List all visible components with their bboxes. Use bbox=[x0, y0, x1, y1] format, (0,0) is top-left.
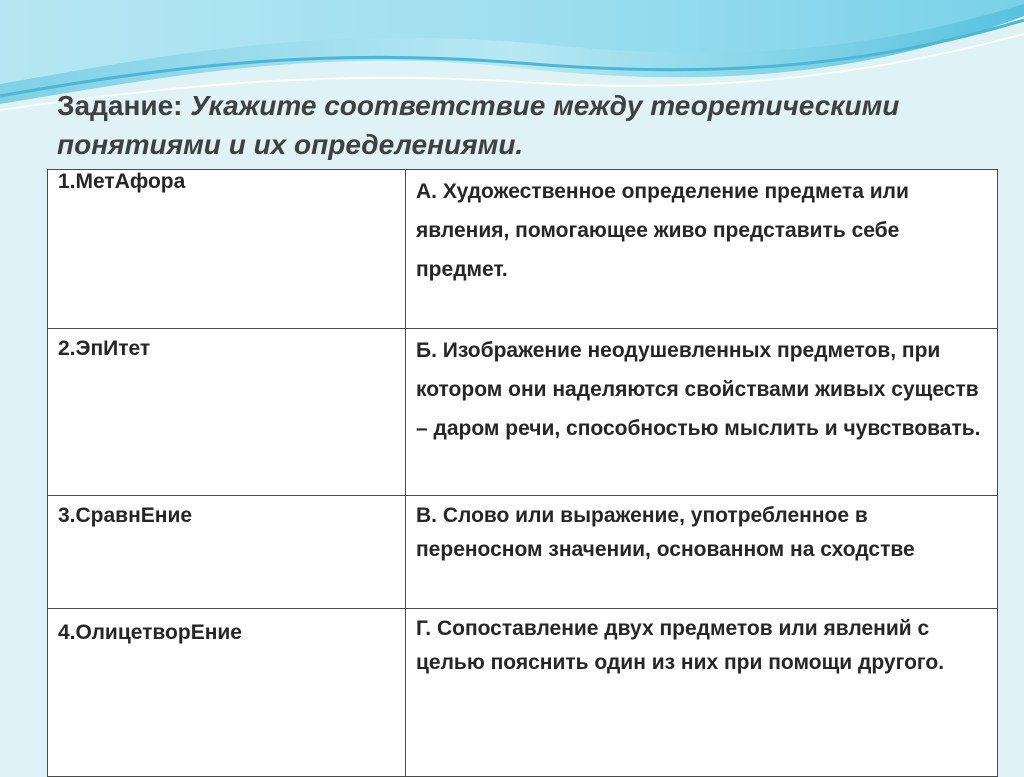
definition-cell: В. Слово или выражение, употребленное в переносном значении, основанном на сходстве bbox=[406, 496, 998, 609]
table-row bbox=[48, 609, 998, 777]
table-row bbox=[48, 329, 998, 496]
term-cell: 4.ОлицетворЕние bbox=[48, 609, 406, 777]
table-row bbox=[48, 170, 998, 329]
slide-title bbox=[57, 86, 1017, 164]
definition-cell: Б. Изображение неодушевленных предметов, при котором они наделяются свойствами живых существ – даром речи, способностью мыслить и чувствовать. bbox=[406, 329, 998, 496]
definition-cell: Г. Сопоставление двух предметов или явлений с целью пояснить один из них при помощи другого. bbox=[406, 609, 998, 777]
matching-table bbox=[47, 169, 998, 777]
term-cell: 1.МетАфора bbox=[48, 170, 406, 329]
term-cell: 2.ЭпИтет bbox=[48, 329, 406, 496]
title-task: Укажите соответствие между теоретическими понятиями и их определениями. bbox=[57, 90, 900, 160]
table-row bbox=[48, 496, 998, 609]
title-lead: Задание: bbox=[57, 90, 183, 121]
term-cell: 3.СравнЕние bbox=[48, 496, 406, 609]
definition-cell: А. Художественное определение предмета или явления, помогающее живо представить себе предмет. bbox=[406, 170, 998, 329]
